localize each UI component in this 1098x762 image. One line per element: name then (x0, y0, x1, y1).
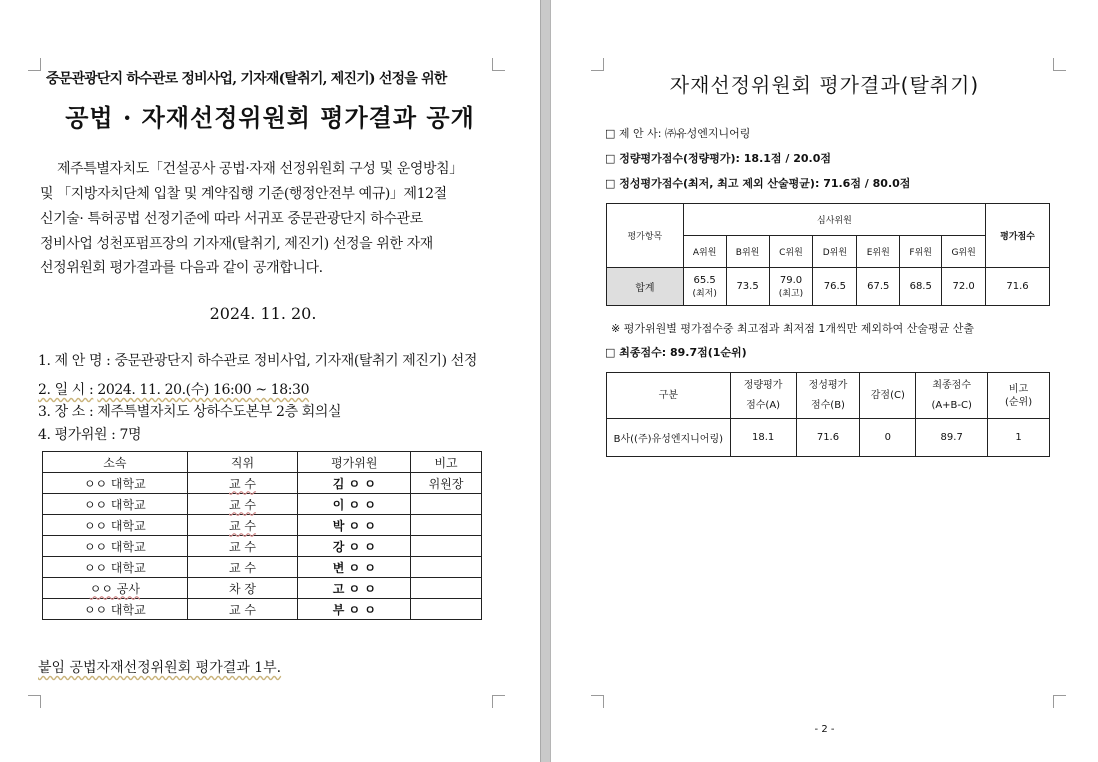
info-item (38, 350, 477, 370)
table-row (43, 536, 482, 557)
table-cell: B사((주)유성엔지니어링) (607, 419, 731, 457)
body-line: 제주특별자치도「건설공사 공법·자재 선정위원회 구성 및 운영방침」 (57, 161, 463, 177)
info-value: 중문관광단지 하수관로 정비사업, 기자재(탈취기 제진기) 선정 (114, 353, 478, 369)
table-header-cell: D위원 (813, 236, 857, 268)
table-header-cell: 평가항목 (607, 204, 684, 268)
page-title: 자재선정위원회 평가결과(탈취기) (669, 73, 980, 97)
table-cell: 교 수 (187, 515, 298, 536)
table-cell (411, 557, 482, 578)
table-header-cell: 비고 (411, 452, 482, 473)
table-cell (683, 268, 726, 306)
table-header-cell: E위원 (857, 236, 900, 268)
table-cell: 71.6 (796, 419, 860, 457)
table-header-cell: 평가점수 (986, 204, 1050, 268)
table-row (43, 494, 482, 515)
info-label: 3. 장 소 : (38, 404, 94, 420)
page-number: - 2 - (814, 724, 835, 735)
table-header-cell: 심사위원 (683, 204, 985, 236)
table-row (43, 557, 482, 578)
attachment-note: 붙임 공법자재선정위원회 평가결과 1부. (38, 660, 282, 676)
bullet-quantitative: □ 정량평가점수(정량평가): 18.1점 / 20.0점 (605, 152, 831, 165)
table-cell (769, 268, 813, 306)
table-cell: ㅇㅇ 대학교 (43, 515, 188, 536)
page-gutter (540, 0, 551, 762)
crop-mark (492, 58, 505, 71)
table-cell: 0 (860, 419, 916, 457)
table-cell (411, 494, 482, 515)
table-cell (411, 515, 482, 536)
table-header-cell: 감점(C) (860, 373, 916, 419)
crop-mark (1053, 695, 1066, 708)
table-cell: 변 ㅇ ㅇ (298, 557, 411, 578)
crop-mark (591, 695, 604, 708)
table-cell: 박 ㅇ ㅇ (298, 515, 411, 536)
table-cell: 교 수 (187, 599, 298, 620)
table-cell (857, 268, 900, 306)
crop-mark (28, 58, 41, 71)
table-cell: 강 ㅇ ㅇ (298, 536, 411, 557)
table-header-cell: 구분 (607, 373, 731, 419)
table-cell (942, 268, 986, 306)
score-value: 76.5 (823, 281, 847, 292)
table-header-cell: 정량평가 점수(A) (730, 373, 796, 419)
table-header-row (43, 452, 482, 473)
score-value: 65.5 (693, 274, 716, 286)
table-row (43, 473, 482, 494)
table-header-cell: 최종점수 (A+B-C) (916, 373, 988, 419)
table-header-cell: 소속 (43, 452, 188, 473)
table-cell: 교 수 (187, 473, 298, 494)
table-cell: ㅇㅇ 대학교 (43, 536, 188, 557)
table-header-row (607, 373, 1050, 419)
body-line: 신기술· 특허공법 선정기준에 따라 서귀포 중문관광단지 하수관로 (40, 211, 423, 227)
final-score-heading: □ 최종점수: 89.7점(1순위) (605, 346, 747, 359)
score-value: 67.5 (867, 281, 890, 292)
score-value: 73.5 (736, 281, 759, 292)
bullet-proposer: □ 제 안 사: ㈜유성엔지니어링 (605, 127, 751, 140)
table-header-cell: C위원 (769, 236, 813, 268)
title-line-1: 중문관광단지 하수관로 정비사업, 기자재(탈취기, 제진기) 선정을 위한 (46, 71, 447, 87)
table-cell (411, 578, 482, 599)
table-cell: 김 ㅇ ㅇ (298, 473, 411, 494)
table-header-row (607, 204, 1050, 236)
crop-mark (492, 695, 505, 708)
table-row (607, 268, 1050, 306)
info-label: 1. 제 안 명 : (38, 353, 111, 369)
document-page-left (0, 0, 540, 762)
table-cell (813, 268, 857, 306)
info-value: 7명 (119, 427, 142, 443)
score-value: 68.5 (909, 281, 932, 292)
score-note: (최고) (778, 288, 804, 299)
table-header-cell: B위원 (726, 236, 769, 268)
table-header-cell: 평가위원 (298, 452, 411, 473)
table-header-cell: F위원 (900, 236, 942, 268)
page-title: 공법 · 자재선정위원회 평가결과 공개 (65, 103, 475, 132)
table-cell: ㅇㅇ 대학교 (43, 494, 188, 515)
table-cell: ㅇㅇ 대학교 (43, 473, 188, 494)
info-value: 제주특별자치도 상하수도본부 2층 회의실 (97, 404, 342, 420)
info-item (38, 379, 309, 399)
table-cell: 71.6 (986, 268, 1050, 306)
table-cell: ㅇㅇ 대학교 (43, 599, 188, 620)
info-label: 2. 일 시 : (38, 382, 94, 398)
table-cell: 18.1 (730, 419, 796, 457)
table-cell: 교 수 (187, 494, 298, 515)
final-score-table (606, 372, 1050, 457)
evaluation-score-table (606, 203, 1050, 306)
table-cell (900, 268, 942, 306)
bullet-qualitative: □ 정성평가점수(최저, 최고 제외 산술평균): 71.6점 / 80.0점 (605, 177, 911, 190)
table-row (607, 419, 1050, 457)
table-cell: 1 (988, 419, 1050, 457)
table-cell: 교 수 (187, 536, 298, 557)
table-cell: 차 장 (187, 578, 298, 599)
members-table (42, 451, 482, 620)
calculation-note: ※ 평가위원별 평가점수중 최고점과 최저점 1개씩만 제외하여 산술평균 산출 (611, 322, 974, 335)
table-cell (411, 536, 482, 557)
info-value: 2024. 11. 20.(수) 16:00 ~ 18:30 (97, 382, 310, 398)
table-header-cell: 정성평가 점수(B) (796, 373, 860, 419)
table-cell: 부 ㅇ ㅇ (298, 599, 411, 620)
score-note: (최저) (692, 288, 717, 299)
score-value: 79.0 (779, 274, 803, 286)
table-header-cell: 직위 (187, 452, 298, 473)
document-date: 2024. 11. 20. (209, 304, 317, 323)
table-cell: 고 ㅇ ㅇ (298, 578, 411, 599)
table-cell: 이 ㅇ ㅇ (298, 494, 411, 515)
table-cell (411, 599, 482, 620)
table-cell: 교 수 (187, 557, 298, 578)
info-label: 4. 평가위원 : (38, 427, 116, 443)
table-cell: 합계 (607, 268, 684, 306)
body-line: 정비사업 성천포펌프장의 기자재(탈취기, 제진기) 선정을 위한 자재 (40, 236, 433, 252)
table-cell: ㅇㅇ 대학교 (43, 557, 188, 578)
info-item (38, 401, 341, 421)
score-value: 72.0 (952, 281, 975, 292)
table-cell (726, 268, 769, 306)
body-line: 및 「지방자치단체 입찰 및 계약집행 기준(행정안전부 예규)」제12절 (40, 186, 447, 202)
table-row (43, 599, 482, 620)
table-cell: 89.7 (916, 419, 988, 457)
table-header-cell: A위원 (683, 236, 726, 268)
table-cell: ㅇㅇ 공사 (43, 578, 188, 599)
table-header-cell: 비고 (순위) (988, 373, 1050, 419)
table-cell: 위원장 (411, 473, 482, 494)
info-item (38, 424, 141, 444)
table-row (43, 578, 482, 599)
body-line: 선정위원회 평가결과를 다음과 같이 공개합니다. (40, 260, 323, 276)
crop-mark (28, 695, 41, 708)
table-row (43, 515, 482, 536)
table-header-cell: G위원 (942, 236, 986, 268)
